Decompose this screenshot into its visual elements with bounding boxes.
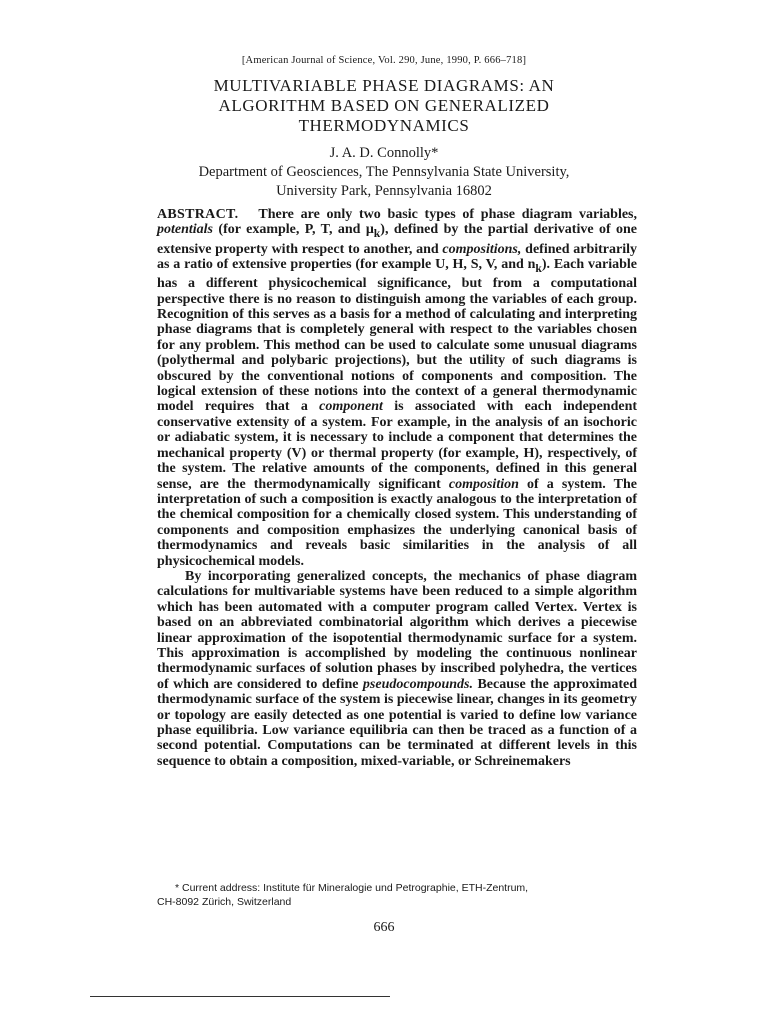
affiliation-line: Department of Geosciences, The Pennsylvania State University, [198, 164, 570, 180]
paper-title [150, 76, 618, 136]
author-name: J. A. D. Connolly* [329, 145, 439, 161]
abstract-text: There are only two basic types of phase diagram variables, [258, 207, 637, 222]
footnote-line: CH-8092 Zürich, Switzerland [157, 896, 292, 908]
abstract-text: (for example, P, T, and μ [218, 222, 374, 238]
abstract-label: ABSTRACT. [157, 207, 239, 222]
title-line: THERMODYNAMICS [298, 116, 470, 135]
abstract-text: of a system. The interpretation of such a composition is exactly analogous to the interpretation of the chemical composition for a chemically closed system. This understanding of components and composition emphasizes the underlying canonical basis of thermodynamics and reveals basic similarities in the analysis of all physicochemical models. [157, 476, 637, 569]
affiliation [0, 163, 768, 201]
abstract-emphasis: compositions, [442, 241, 522, 257]
title-line: ALGORITHM BASED ON GENERALIZED [218, 96, 550, 115]
subscript: k [373, 227, 381, 241]
abstract-text: ). Each variable has a different physicochemical significance, but from a computational perspective there is no reason to distinguish among the variables of each group. Recognition of this serves as a basis for a method of calculating and interpreting phase diagrams that is completely general with respect to the variables chosen for any problem. This method can be used to calculate some unusual diagrams (polythermal and polybaric projections), but the utility of such diagrams is obscured by the conventional notions of components and composition. The logical extension of these notions into the context of a general thermodynamic model requires that a [157, 257, 637, 415]
abstract-emphasis: component [319, 399, 383, 415]
abstract-emphasis: pseudocompounds. [362, 676, 473, 692]
journal-reference: [American Journal of Science, Vol. 290, June, 1990, P. 666–718] [241, 55, 527, 66]
abstract-text: ), defined by the partial derivative of one extensive property with respect to another, and [157, 222, 638, 257]
footnote-line: * Current address: Institute für Mineralogie und Petrographie, ETH-Zentrum, [175, 882, 529, 894]
abstract-emphasis: composition [448, 476, 519, 492]
subscript: k [535, 261, 542, 275]
abstract-paragraph [157, 207, 637, 569]
abstract-paragraph [157, 569, 637, 769]
page-number: 666 [373, 920, 395, 935]
abstract [157, 207, 637, 769]
affiliation-line: University Park, Pennsylvania 16802 [276, 183, 492, 199]
abstract-text: By incorporating generalized concepts, the mechanics of phase diagram calculations for multivariable systems have been reduced to a simple algorithm which has been automated with a computer program called Vertex. Vertex is based on an abbreviated combinatorial algorithm which derives a piecewise linear approximation of the isopotential thermodynamic surface for a system. This approximation is accomplished by modeling the continuous nonlinear thermodynamic surfaces of solution phases by inscribed polyhedra, the vertices of which are considered to define [157, 568, 637, 692]
bottom-rule [90, 996, 390, 997]
footnote [157, 881, 647, 909]
abstract-emphasis: potentials [157, 222, 214, 238]
abstract-text: defined arbitrarily as a ratio of extensive properties (for example U, H, S, V, and n [157, 241, 638, 273]
abstract-text: Because the approximated thermodynamic surface of the system is piecewise linear, changes in its geometry or topology are easily detected as one potential is varied to define low variance phase equilibria. Low variance equilibria can then be traced as a function of a second potential. Computations can be terminated at different levels in this sequence to obtain a composition, mixed-variable, or Schreinemakers [157, 676, 638, 769]
abstract-text: is associated with each independent conservative extensity of a system. For example, in the analysis of an isochoric or adiabatic system, it is necessary to include a component that determines the mechanical property (V) or thermal property (for example, H), respectively, of the system. The relative amounts of the components, defined in this general sense, are the thermodynamically significant [157, 399, 638, 492]
title-line: MULTIVARIABLE PHASE DIAGRAMS: AN [213, 76, 555, 95]
